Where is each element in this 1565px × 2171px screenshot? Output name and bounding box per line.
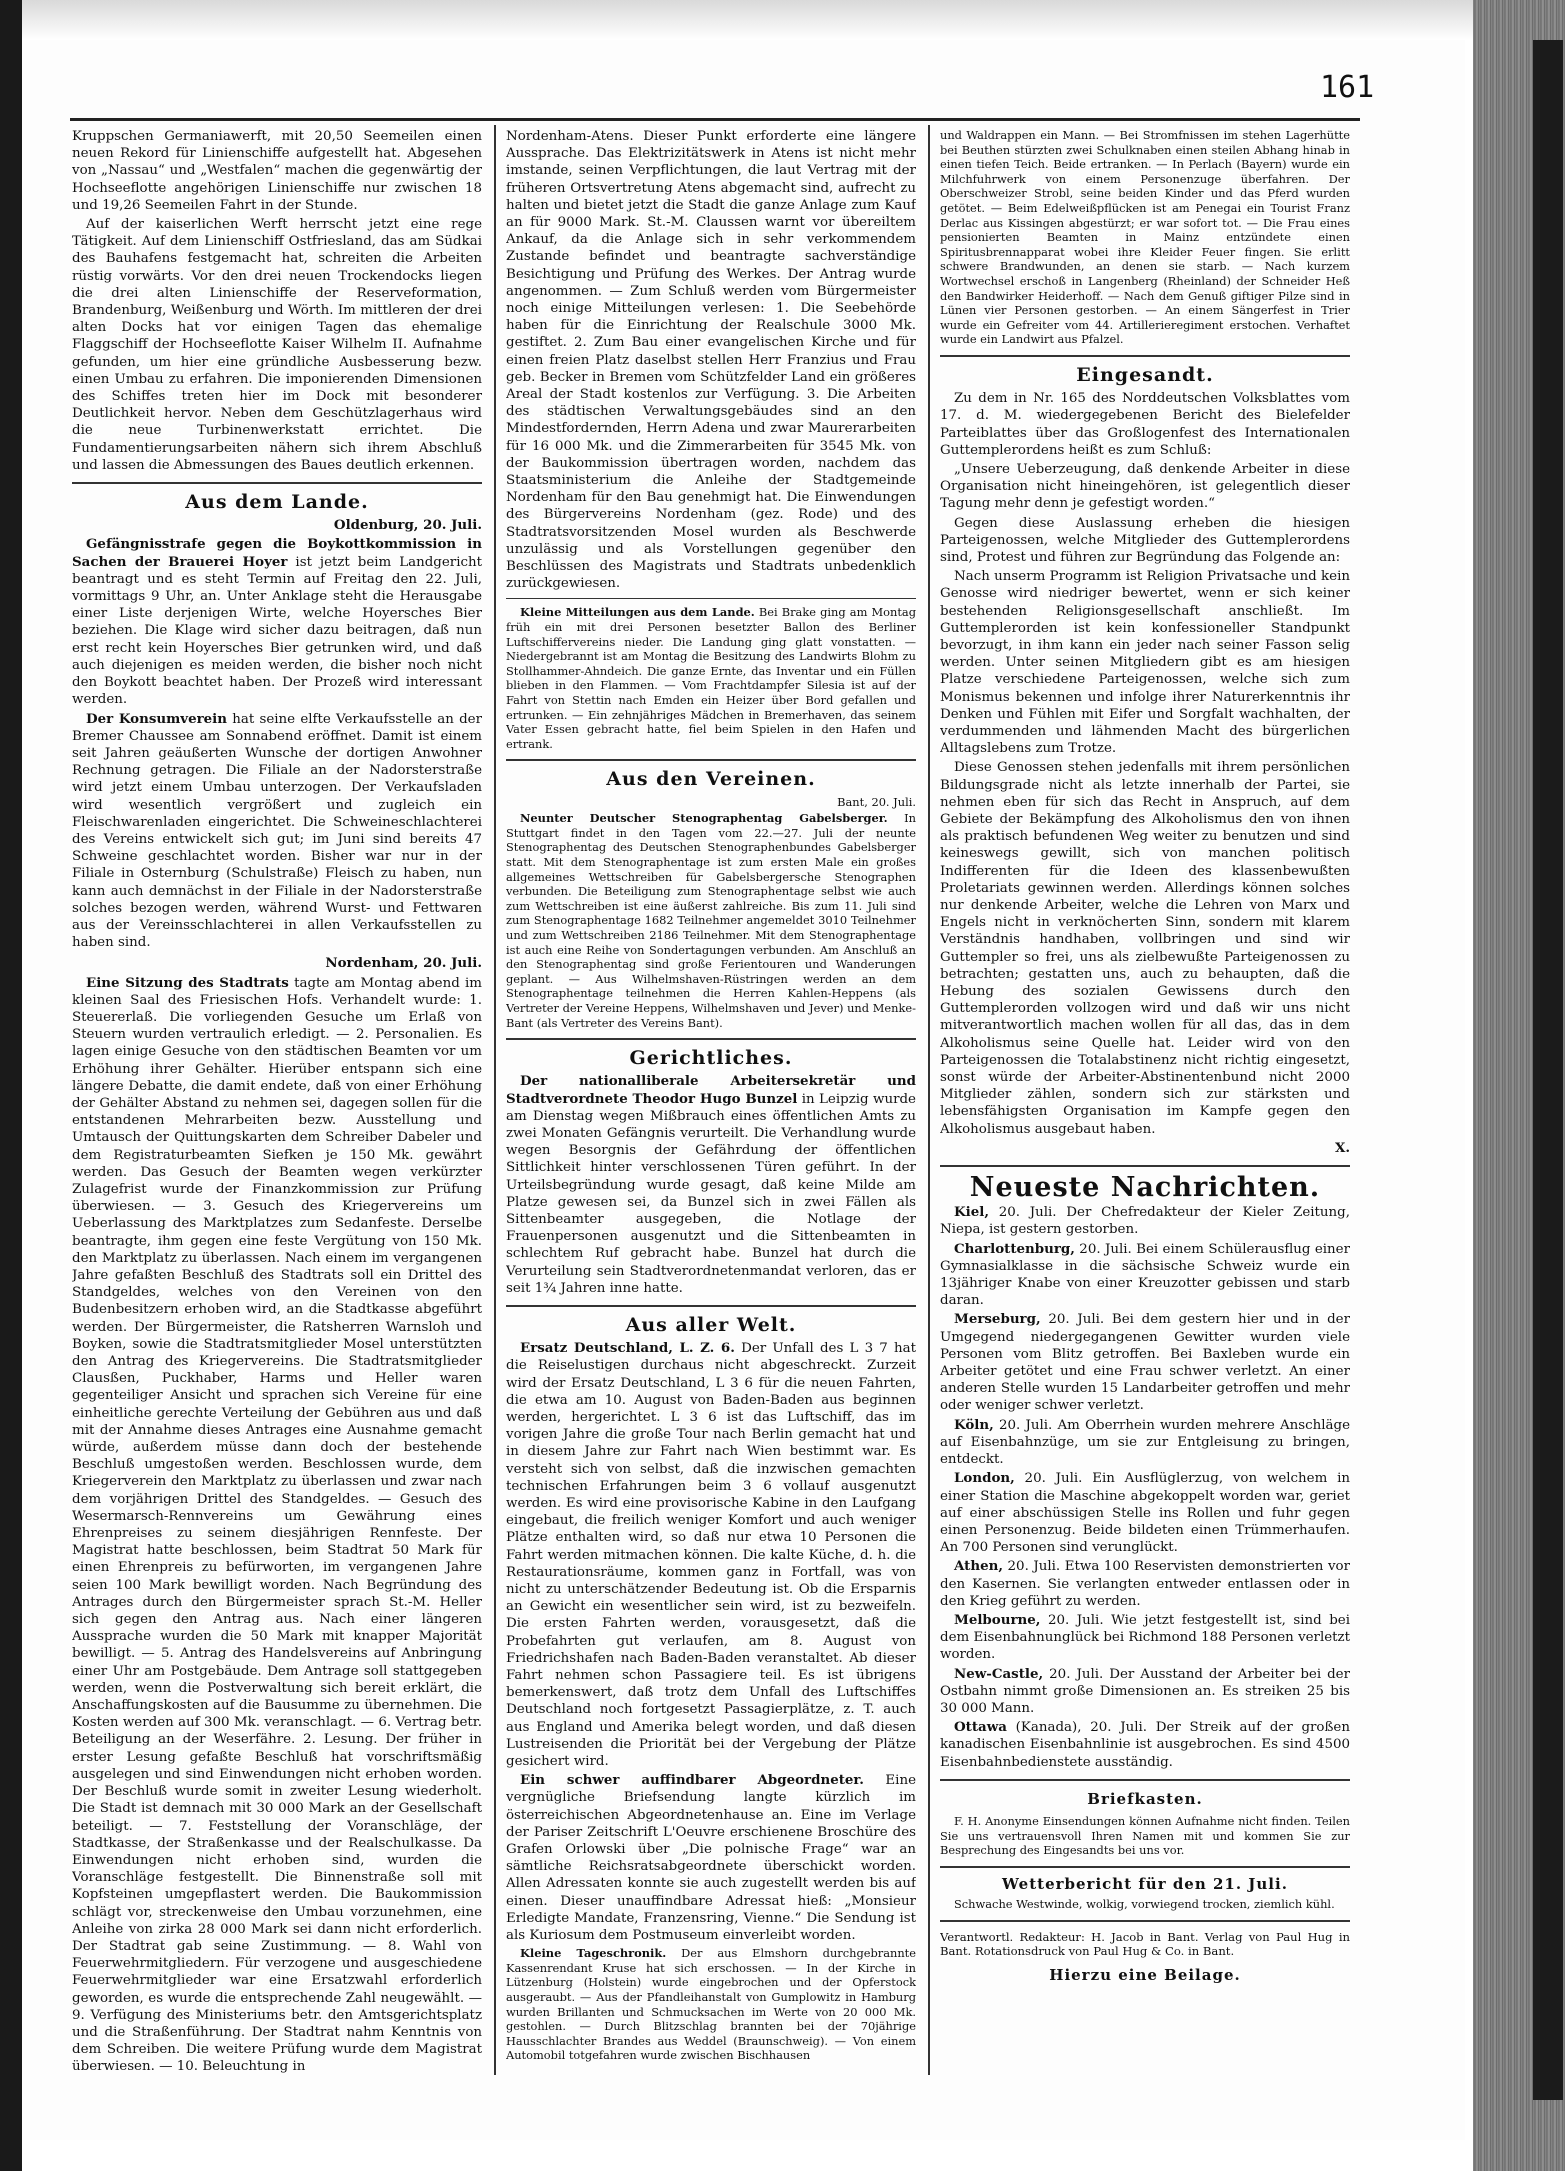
column-rule	[928, 125, 930, 2075]
paragraph	[506, 1340, 916, 1770]
signature: X.	[1334, 1139, 1350, 1156]
section-heading: Eingesandt.	[1076, 363, 1214, 386]
paragraph-text: 20. Juli. Wie jetzt festgestellt ist, sind bei dem Eisenbahnunglück bei Richmond 188 Personen verletzt worden.	[940, 1612, 1350, 1663]
paragraph-text: 20. Juli. Der Chefredakteur der Kieler Zeitung, Niepa, ist gestern gestorben.	[940, 1205, 1350, 1238]
paragraph: Gegen diese Auslassung erheben die hiesigen Parteigenossen, welche Mitglieder des Guttemplerordens sind, Protest und führen zur Begründung das Folgende an:	[940, 515, 1350, 565]
keyword: Ein schwer auffindbarer Abgeordneter.	[520, 1772, 864, 1789]
paragraph-text: 20. Juli. Der Ausstand der Arbeiter bei der Ostbahn nimmt große Dimensionen an. Es streiken 25 bis 30 000 Mann.	[940, 1666, 1350, 1716]
paragraph	[72, 975, 482, 2076]
section-rule	[940, 1866, 1350, 1868]
column-rule	[494, 125, 496, 2075]
section-rule	[506, 759, 916, 761]
news-item	[940, 1417, 1350, 1469]
keyword: Der nationalliberale Arbeitersekretär und Stadtverordnete Theodor Hugo Bunzel	[506, 1073, 916, 1107]
paragraph-text: tagte am Montag abend im kleinen Saal des Friesischen Hofs. Verhandelt wurde: 1. Steuererlaß. Die vorliegenden Gesuche um Erlaß von Steuern wurden vertraulich erledigt. — 2. Personalien. Es lagen einige Gesuche von den städtischen Beamten vor um Erhöhung ihrer Gehälter. Hierüber entspann sich eine längere Debatte, die damit endete, daß von einer Erhöhung der Gehälter Abstand zu nehmen sei, dagegen sollen für die entstandenen Mehrarbeiten bezw. Ausstellung und Umtausch der Quittungskarten dem Schreiber Dabeler und dem Registraturbeamten Siefken je 150 Mk. gewährt werden. Das Gesuch der Beamten wegen verkürzter Zulagefrist wurde der Finanzkommission zur Prüfung überwiesen. — 3. Gesuch des Kriegervereins um Ueberlassung des Marktplatzes zum Sedanfeste. Derselbe beantragte, ihm gegen eine feste Vergütung von 150 Mk. den Marktplatz zu überlassen. Nach einem im vergangenen Jahre gefaßten Beschluß des Stadtrats soll ein Drittel des Standgeldes, welches von den Vereinen von den Budenbesitzern erhoben wird, an die Stadtkasse abgeführt werden. Der Bürgermeister, die Ratsherren Warnsloh und Boyken, sowie die Stadtratsmitglieder Mosel unterstützten den Antrag des Kriegervereins. Die Stadtratsmitglieder Clausßen, Puckhaber, Harms und Heller waren gegenteiliger Ansicht und sprachen sich Vereine für eine einheitliche gerechte Verteilung der Gebühren aus und daß mit der Annahme dieses Antrages eine Ausnahme gemacht würde, außerdem müsse dann doch der bestehende Beschluß umgestoßen werden. Beschlossen wurde, dem Kriegerverein den Marktplatz zu überlassen und zwar nach dem vorjährigen Drittel des Standgeldes. — Gesuch des Wesermarsch-Rennvereins um Gewährung eines Ehrenpreises zu seinem diesjährigen Rennfeste. Der Magistrat hatte beschlossen, beim Stadtrat 50 Mark für einen Ehrenpreis zu befürworten, im vergangenen Jahre seien 100 Mark bewilligt worden. Nach Begründung des Antrages durch den Bürgermeister sprach St.-M. Heller sich gegen den Antrag aus. Nach einer längeren Aussprache wurden die 50 Mark mit knapper Majorität bewilligt. — 5. Antrag des Handelsvereins auf Anbringung einer Uhr am Postgebäude. Dem Antrage soll stattgegeben werden, wenn die Postverwaltung sich bereit erklärt, die Anschaffungskosten auf die Bausumme zu übernehmen. Die Kosten werden auf 300 Mk. veranschlagt. — 6. Vertrag betr. Beteiligung an der Weserfähre. 2. Lesung. Der früher in erster Lesung gefaßte Beschluß hat vorschriftsmäßig ausgelegen und sind Einwendungen nicht erhoben worden. Der Beschluß wurde somit in zweiter Lesung wiederholt. Die Stadt ist demnach mit 30 000 Mark an der Gesellschaft beteiligt. — 7. Feststellung der Voranschläge, der Stadtkasse, der Straßenkasse und der Realschulkasse. Da Einwendungen nicht erhoben sind, wurden die Voranschläge festgestellt. Die Binnenstraße soll mit Kopfsteinen umgepflastert werden. Die Baukommission schlägt vor, streckenweise den Umbau vorzunehmen, eine Anleihe von zirka 28 000 Mark sei dann nicht erforderlich. Der Stadtrat gab seine Zustimmung. — 8. Wahl von Feuerwehrmitgliedern. Für verzogene und ausgeschiedene Feuerwehrmitglieder war eine Ersatzwahl erforderlich geworden, es wurde die entsprechende Zahl neugewählt. — 9. Verfügung des Ministeriums betr. den Amtsgerichtsplatz und die Straßenführung. Der Stadtrat nahm Kenntnis von dem Schreiben. Die weitere Prüfung wurde dem Magistrat überwiesen. — 10. Beleuchtung in	[72, 975, 482, 2075]
paragraph: Kruppschen Germaniawerft, mit 20,50 Seemeilen einen neuen Rekord für Linienschiffe aufgestellt hat. Abgesehen von „Nassau“ und „Westfalen“ machen die gegenwärtig der Hochseeflotte angehörigen Linienschiffe nur zwischen 18 und 19,26 Seemeilen Fahrt in der Stunde.	[72, 129, 482, 213]
section-heading: Wetterbericht für den 21. Juli.	[1002, 1874, 1288, 1893]
binding-left	[0, 0, 22, 2171]
paragraph: F. H. Anonyme Einsendungen können Aufnahme nicht finden. Teilen Sie uns vertrauensvoll Ihren Namen mit und kommen Sie zur Besprechung des Eingesandts bei uns vor.	[940, 1813, 1350, 1858]
news-item	[940, 1719, 1350, 1771]
imprint: Verantwortl. Redakteur: H. Jacob in Bant. Verlag von Paul Hug in Bant. Rotationsdruck von Paul Hug & Co. in Bant.	[940, 1929, 1350, 1959]
paragraph	[506, 1073, 916, 1297]
paragraph: Schwache Westwinde, wolkig, vorwiegend trocken, ziemlich kühl.	[954, 1896, 1335, 1911]
page-number: 161	[1320, 70, 1375, 105]
section-heading: Gerichtliches.	[629, 1047, 793, 1070]
top-rule	[70, 118, 1360, 121]
paragraph-text: Der Unfall des L 3 7 hat die Reiselustigen durchaus nicht abgeschreckt. Zurzeit wird der Ersatz Deutschland, L 3 6 für die neuen Fahrten, die etwa am 10. August von Baden-Baden aus beginnen werden, hergerichtet. L 3 6 ist das Luftschiff, das im vorigen Jahre die große Tour nach Berlin gemacht hat und in diesem Jahre zur Fahrt nach Wien bestimmt war. Es versteht sich von selbst, daß die inzwischen gemachten technischen Erfahrungen beim 3 6 vollauf ausgenutzt werden. Es wird eine provisorische Kabine in den Laufgang eingebaut, die freilich weniger Komfort und auch weniger Plätze enthalten wird, so daß nur etwa 10 Personen die Fahrt werden mitmachen können. Die kalte Küche, d. h. die Restaurationsräume, kommen ganz in Fortfall, was von nicht zu unterschätzender Bedeutung ist. Ob die Ersparnis an Gewicht ein wesentlicher sein wird, ist zu bezweifeln. Die ersten Fahrten werden, vorausgesetzt, daß die Probefahrten gut verlaufen, am 8. August von Friedrichshafen nach Baden-Baden veranstaltet. Ab dieser Fahrt nehmen schon Passagiere teil. Es ist übrigens bemerkenswert, daß trotz dem Unfall des Luftschiffes Deutschland noch fortgesetzt Passagierplätze, z. T. auch aus England und Amerika belegt worden, und daß diesen Lustreisenden die Priorität bei der Vergebung der Plätze gesichert wird.	[506, 1341, 916, 1770]
keyword: Ottawa	[954, 1719, 1007, 1736]
column-1	[72, 128, 482, 2083]
column-2	[506, 128, 916, 2083]
section-rule	[940, 1165, 1350, 1167]
paragraph	[506, 1772, 916, 1944]
keyword: Ersatz Deutschland, L. Z. 6.	[520, 1340, 735, 1357]
paragraph-text: 20. Juli. Etwa 100 Reservisten demonstrierten vor den Kasernen. Sie verlangten entweder entlassen oder in den Krieg geführt zu werden.	[940, 1559, 1350, 1609]
dateline	[72, 517, 482, 534]
news-item	[940, 1311, 1350, 1414]
news-item	[940, 1612, 1350, 1664]
paragraph: Auf der kaiserlichen Werft herrscht jetzt eine rege Tätigkeit. Auf dem Linienschiff Ostfriesland, das am Südkai des Bauhafens festgemacht hat, schreiten die Arbeiten rüstig vorwärts. Vor den drei neuen Trockendocks liegen die drei alten Linienschiffe der Reserveformation, Brandenburg, Weißenburg und Wörth. Im mittleren der drei alten Docks hat vor einigen Tagen das ehemalige Flaggschiff der Hochseeflotte Kaiser Wilhelm II. Aufnahme gefunden, um hier eine gründliche Ausbesserung bezw. einen Umbau zu erfahren. Die imponierenden Dimensionen des Schiffes treten hier im Dock mit besonderer Deutlichkeit hervor. Neben dem Geschützlagerhaus wird die neue Turbinenwerkstatt errichtet. Die Fundamentierungsarbeiten nähern sich ihrem Abschluß und lassen die Abmessungen des Baues deutlich erkennen.	[72, 217, 482, 473]
paragraph-text: 20. Juli. Ein Ausflüglerzug, von welchem in einer Station die Maschine abgekoppelt worden war, geriet auf einer abschüssigen Stelle ins Rollen und fuhr gegen einen Personenzug. Beide bildeten einen Trümmerhaufen. An 700 Personen sind verunglückt.	[940, 1471, 1350, 1556]
keyword: Merseburg,	[954, 1311, 1041, 1328]
section-rule	[506, 598, 916, 599]
keyword: Gefängnisstrafe gegen die Boykottkommission in Sachen der Brauerei Hoyer	[72, 536, 482, 570]
keyword: Athen,	[954, 1558, 1003, 1575]
keyword: Neunter Deutscher Stenographentag Gabelsberger.	[520, 811, 888, 826]
paragraph	[506, 1946, 916, 2063]
paragraph-text: hat seine elfte Verkaufsstelle an der Bremer Chaussee am Sonnabend eröffnet. Damit ist einem seit Jahren geäußerten Wunsche der dortigen Anwohner Rechnung getragen. Die Filiale an der Nadorsterstraße wird jetzt einem Umbau unterzogen. Der Verkaufsladen wird wesentlich vergrößert und zugleich ein Fleischwarenladen eingerichtet. Die Schweineschlachterei des Vereins entwickelt sich gut; im Juni sind bereits 47 Schweine geschlachtet worden. Bisher war nur in der Filiale in Osternburg (Schulstraße) Fleisch zu haben, nun kann auch demnächst in der Filiale in der Nadorsterstraße solches bezogen werden, während Wurst- und Fettwaren aus der Vereinsschlachterei in allen Verkaufsstellen zu haben sind.	[72, 711, 482, 951]
section-rule	[506, 1305, 916, 1307]
section-heading: Aus aller Welt.	[625, 1313, 797, 1336]
paragraph	[72, 536, 482, 708]
dateline-text: Oldenburg, 20. Juli.	[333, 517, 482, 534]
paragraph: und Waldrappen ein Mann. — Bei Stromfnissen im stehen Lagerhütte bei Beuthen stürzten zwei Schulknaben einen steilen Abhang hinab in einen tiefen Teich. Beide ertranken. — In Perlach (Bayern) wurde ein Milchfuhrwerk von einem Personenzuge überfahren. Der Oberschweizer Strobl, seine beiden Kinder und das Pferd wurden getötet. — Beim Edelweißpflücken ist am Penegai ein Tourist Franz Derlac aus Kissingen abgestürzt; er war sofort tot. — Die Frau eines pensionierten Beamten in Mainz entzündete einen Spiritusbrennapparat wobei ihre Kleider Feuer fingen. Sie erlitt schwere Brandwunden, an denen sie starb. — Nach kurzem Wortwechsel erschoß in Langenberg (Rheinland) der Schneider Heß den Bandwirker Heiderhoff. — Nach dem Genuß giftiger Pilze sind in Lünen vier Personen gestorben. — An einem Sängerfest in Trier wurde ein Gefreiter vom 44. Artillerieregiment erstochen. Verhaftet wurde ein Landwirt aus Pfalzel.	[940, 128, 1350, 347]
paragraph-text: 20. Juli. Am Oberrhein wurden mehrere Anschläge auf Eisenbahnzüge, um sie zur Entgleisung zu bringen, entdeckt.	[940, 1417, 1350, 1468]
keyword: Eine Sitzung des Stadtrats	[86, 974, 289, 991]
paragraph-text: 20. Juli. Bei einem Schülerausflug einer Gymnasialklasse in die sächsische Schweiz wurde ein 13jähriger Knabe von einer Kreuzotter gebissen und starb daran.	[940, 1241, 1350, 1309]
paragraph-text: Bei Brake ging am Montag früh ein mit drei Personen besetzter Ballon des Berliner Luftschiffervereins nieder. Die Landung ging glatt vonstatten. — Niedergebrannt ist am Montag die Besitzung des Landwirts Blohm zu Stollhammer-Ahndeich. Die ganze Ernte, das Inventar und ein Füllen blieben in den Flammen. — Vom Frachtdampfer Silesia ist auf der Fahrt von Stettin nach Emden ein Heizer über Bord gefallen und ertrunken. — Ein zehnjähriges Mädchen in Bremerhaven, das seinem Vater Essen gebracht hatte, fiel beim Spielen in den Hafen und ertrank.	[506, 605, 916, 751]
keyword: London,	[954, 1470, 1015, 1487]
dateline-text: Nordenham, 20. Juli.	[325, 955, 482, 972]
section-rule	[506, 1038, 916, 1040]
keyword: New-Castle,	[954, 1665, 1044, 1682]
paragraph	[72, 711, 482, 952]
news-item	[940, 1558, 1350, 1610]
paragraph-text: Eine vergnügliche Briefsendung langte kürzlich im österreichischen Abgeordnetenhause an. Eine im Verlage der Pariser Zeitschrift L'Oeuvre erschienene Broschüre des Grafen Orlowski über „Die polnische Frage“ war an sämtliche Reichsratsabgeordnete überschickt worden. Allen Adressaten konnte sie auch zugestellt werden bis auf einen. Dieser unauffindbare Adressat hieß: „Monsieur Erledigte Mandate, Franzensring, Vienne.“ Die Sendung ist als Kuriosum dem Postmuseum einverleibt worden.	[506, 1773, 916, 1944]
binding-right	[1473, 0, 1565, 2171]
section-heading: Aus dem Lande.	[185, 491, 369, 514]
keyword: Melbourne,	[954, 1611, 1041, 1628]
section-rule	[940, 1920, 1350, 1922]
paragraph-text: Der aus Elmshorn durchgebrannte Kassenrendant Kruse hat sich erschossen. — In der Kirche in Lützenburg (Holstein) wurde eingebrochen und der Opferstock ausgeraubt. — Aus der Pfandleihanstalt von Gumplowitz in Hamburg wurden Brillanten und Schmucksachen im Werte von 20 000 Mk. gestohlen. — Durch Blitzschlag brannten bei der 70jährige Hausschlachter Brandes aus Weddel (Braunschweig). — Von einem Automobil totgefahren wurde zwischen Bischhausen	[506, 1946, 916, 2063]
paragraph-text: 20. Juli. Bei dem gestern hier und in der Umgegend niedergegangenen Gewitter wurden viele Personen vom Blitz getroffen. Bei Baxleben wurde ein Arbeiter getötet und eine Frau schwer verletzt. An einer anderen Stelle wurden 15 Landarbeiter getroffen und mehr oder weniger schwer verletzt.	[940, 1312, 1350, 1414]
paragraph-text: ist jetzt beim Landgericht beantragt und es steht Termin auf Freitag den 22. Juli, vormittags 9 Uhr, an. Unter Anklage steht die Herausgabe einer Liste derjenigen Wirte, welche Hoyersches Bier beziehen. Die Klage wird sicher dazu beitragen, daß nun erst recht kein Hoyersches Bier getrunken wird, und daß auch diejenigen es meiden werden, die bisher noch nicht den Boykott beachtet haben. Der Prozeß wird interessant werden.	[72, 554, 482, 708]
dateline: Bant, 20. Juli.	[837, 794, 916, 809]
paragraph	[506, 811, 916, 1030]
news-item	[940, 1204, 1350, 1238]
keyword: Köln,	[954, 1416, 994, 1433]
paragraph: Diese Genossen stehen jedenfalls mit ihrem persönlichen Bildungsgrade nicht als letzte innerhalb der Partei, sie nehmen eben für sich das Recht in Anspruch, auf dem Gebiete der Bekämpfung des Alkoholismus den von ihnen als praktisch befundenen Weg weiter zu benutzen und sind keineswegs gewillt, sich von manchen politisch Indifferenten für die Ideen des klassenbewußten Proletariats gewinnen werden. Allerdings können solches nur denkende Arbeiter, welche die Lehren von Marx und Engels nicht in verknöcherten Sinn, sondern mit klarem Verständnis handhaben, vollbringen und sind wir Guttempler so frei, uns als zielbewußte Parteigenossen zu betrachten; gestatten uns, auch zu behaupten, daß die Hebung des sozialen Gewissens durch den Guttemplerorden vollzogen wird und daß wir uns nicht mitverantwortlich machen wollen für all das, das in dem Alkoholismus seine Quelle hat. Leider wird von den Parteigenossen die Totalabstinenz nicht richtig eingesetzt, sonst würde der Arbeiter-Abstinentenbund nicht 2000 Mitglieder zählen, sondern sich zur stärksten und lebensfähigsten Organisation im Kampfe gegen den Alkoholismus ausgebaut haben.	[940, 760, 1350, 1137]
section-heading: Aus den Vereinen.	[606, 768, 816, 791]
section-rule	[940, 355, 1350, 357]
news-item	[940, 1470, 1350, 1556]
section-rule	[940, 1779, 1350, 1781]
keyword: Kleine Tageschronik.	[520, 1946, 667, 1961]
paragraph-text: In Stuttgart findet in den Tagen vom 22.—27. Juli der neunte Stenographentag des Deutschen Stenographenbundes Gabelsberger statt. Mit dem Stenographentage ist zum ersten Male ein großes allgemeines Wettschreiben für Gabelsbergersche Stenographen verbunden. Die Beteiligung zum Stenographentage selbst wie auch zum Wettschreiben ist eine äußerst zahlreiche. Bis zum 11. Juli sind zum Stenographentage 1682 Teilnehmer angemeldet 3010 Teilnehmer und zum Wettschreiben 2186 Teilnehmer. Mit dem Stenographentage ist auch eine Reihe von Sondertagungen verbunden. Am Anschluß an den Stenographentag sind große Ferientouren und Wanderungen geplant. — Aus Wilhelmshaven-Rüstringen werden an dem Stenographentage teilnehmen die Herren Kahlen-Heppens (als Vertreter der Vereine Heppens, Wilhelmshaven und Jever) und Menke-Bant (als Vertreter des Vereins Bant).	[506, 811, 916, 1030]
dateline	[72, 955, 482, 972]
keyword: Der Konsumverein	[86, 710, 227, 727]
keyword: Kiel,	[954, 1204, 989, 1221]
section-rule	[72, 482, 482, 484]
column-3	[940, 128, 1350, 2083]
paragraph: Zu dem in Nr. 165 des Norddeutschen Volksblattes vom 17. d. M. wiedergegebenen Bericht des Bielefelder Parteiblattes über das Großlogenfest des Internationalen Guttemplerordens heißt es zum Schluß:	[940, 391, 1350, 458]
section-heading: Neueste Nachrichten.	[969, 1172, 1321, 1204]
paragraph-text: (Kanada), 20. Juli. Der Streik auf der großen kanadischen Eisenbahnlinie ist ausgebrochen. Es sind 4500 Eisenbahnbedienstete ausständig.	[940, 1720, 1350, 1770]
keyword: Charlottenburg,	[954, 1240, 1075, 1257]
page-top-edge	[0, 0, 1565, 40]
keyword: Kleine Mitteilungen aus dem Lande.	[520, 605, 755, 620]
paragraph: Nordenham-Atens. Dieser Punkt erforderte eine längere Aussprache. Das Elektrizitätswerk in Atens ist nicht mehr imstande, seinen Verpflichtungen, die laut Vertrag mit der früheren Ortsvertretung Atens abgemacht sind, aufrecht zu halten und bietet jetzt die Stadt die ganze Anlage zum Kauf an für 9000 Mark. St.-M. Claussen warnt vor übereiltem Ankauf, da die Anlage sich in sehr verkommendem Zustande befindet und beantragte sachverständige Besichtigung und Prüfung des Werkes. Der Antrag wurde angenommen. — Zum Schluß werden vom Bürgermeister noch einige Mitteilungen verlesen: 1. Die Seebehörde haben für die Einrichtung der Realschule 3000 Mk. gestiftet. 2. Zum Bau einer evangelischen Kirche und für einen freien Platz daselbst stellen Herr Franzius und Frau geb. Becker in Bremen vom Schützfelder Land ein größeres Areal der Stadt kostenlos zur Verfügung. 3. Die Arbeiten des städtischen Verwaltungsgebäudes sind an den Mindestfordernden, Herrn Adena und zwar Maurerarbeiten für 16 000 Mk. und die Zimmerarbeiten für 3545 Mk. von der Baukommission übertragen worden, nachdem das Staatsministerium die Anleihe der Stadtgemeinde Nordenham für den Bau genehmigt hat. Die Einwendungen des Bürgervereins Nordenham (gez. Rode) und des Stadtratsvorsitzenden Mosel wurden als Beschwerde unzulässig und als Vorstellungen gegenüber den Beschlüssen des Magistrats und Stadtrats unbedenklich zurückgewiesen.	[506, 129, 916, 592]
paragraph-text: in Leipzig wurde am Dienstag wegen Mißbrauch eines öffentlichen Amts zu zwei Monaten Gefängnis verurteilt. Die Verhandlung wurde wegen Besorgnis der Gefährdung der öffentlichen Sittlichkeit hinter verschlossenen Türen geführt. In der Urteilsbegründung wurde gesagt, daß keine Milde am Platze gewesen sei, da Bunzel sich in zwei Fällen als Sittenbeamter ausgegeben, die Notlage der Frauenpersonen ausgenutzt und die Sittenbeamten in schlechtem Ruf gebracht habe. Bunzel hat durch die Verurteilung sein Stadtverordnetenmandat verloren, das er seit 1¾ Jahren inne hatte.	[506, 1091, 916, 1296]
news-item	[940, 1241, 1350, 1310]
paragraph: „Unsere Ueberzeugung, daß denkende Arbeiter in diese Organisation nicht hineingehören, ist gelegentlich dieser Tagung mehr denn je gefestigt worden.“	[940, 461, 1350, 512]
section-heading: Briefkasten.	[1087, 1789, 1203, 1808]
paragraph	[506, 605, 916, 751]
supplement-note: Hierzu eine Beilage.	[1049, 1965, 1241, 1984]
news-item	[940, 1666, 1350, 1718]
paragraph: Nach unserm Programm ist Religion Privatsache und kein Genosse wird niedriger bewertet, wenn er sich keiner bestehenden Religionsgesellschaft anschließt. Im Guttemplerorden ist kein konfessioneller Standpunkt bevorzugt, in ihm kann ein jeder nach seiner Fasson selig werden. Unter seinen Mitgliedern gibt es am hiesigen Platze verschiedene Parteigenossen, welche sich zum Monismus bekennen und infolge ihrer Naturerkenntnis ihr Denken und Fühlen mit Eifer und Sorgfalt wachhalten, der verdummenden und lähmenden Macht des bürgerlichen Alltagslebens zum Trotze.	[940, 569, 1350, 757]
